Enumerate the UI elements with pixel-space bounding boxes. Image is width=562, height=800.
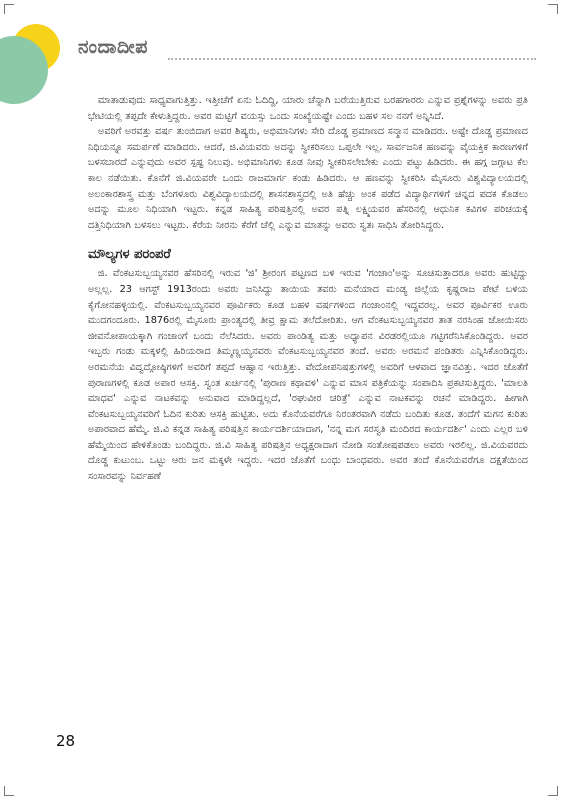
page-number: 28 xyxy=(56,732,76,750)
crop-mark-top-right xyxy=(548,4,558,14)
section-heading: ಮೌಲ್ಯಗಳ ಪರಂಪರೆ xyxy=(88,247,171,263)
paragraph: ಅವರಿಗೆ ಅರವತ್ತು ವರ್ಷ ತುಂಬಿದಾಗ ಅವರ ಶಿಷ್ಯರು, ಅಭಿಮಾನಿಗಳು ಸೇರಿ ದೊಡ್ಡ ಪ್ರಮಾಣದ ಸನ್ಮಾನ ಮಾಡಿದರು. ಅಷ್ಟೇ ದೊಡ್ಡ ಪ್ರಮಾಣದ ನಿಧಿಯನ್ನೂ ಸಮರ್ಪಣೆ ಮಾಡಿದರು. ಆದರೆ, ಜಿ.ವಿಯವರು ಅದನ್ನು ಸ್ವೀಕರಿಸಲು ಒಪ್ಪಲೇ ಇಲ್ಲ. ಸಾರ್ವಜನಿಕ ಹಣವನ್ನು ವೈಯಕ್ತಿಕ ಕಾರಣಗಳಿಗೆ ಬಳಸಬಾರದೆ ಎನ್ನುವುದು ಅವರ ಸ್ಪಷ್ಟ ನಿಲುವು. ಅಭಿಮಾನಿಗಳು ಕೂಡ ನೀವು ಸ್ವೀಕರಿಸಲೇಬೇಕು ಎಂದು ಪಟ್ಟು ಹಿಡಿದರು. ಈ ಹಗ್ಗ ಜಗ್ಗಾಟ ಕೆಲ ಕಾಲ ನಡೆಯಿತು. ಕೊನೆಗೆ ಜಿ.ವಿಯವರೇ ಒಂದು ರಾಜಮಾರ್ಗ ಕಂಡು ಹಿಡಿದರು. ಆ ಹಣವನ್ನು ಸ್ವೀಕರಿಸಿ ಮೈಸೂರು ವಿಶ್ವವಿದ್ಯಾಲಯದಲ್ಲಿ ಅಲಂಕಾರಶಾಸ್ತ್ರ ಮತ್ತು ಬೆಂಗಳೂರು ವಿಶ್ವವಿದ್ಯಾಲಯದಲ್ಲಿ ಶಾಸನಶಾಸ್ತ್ರದಲ್ಲಿ ಅತಿ ಹೆಚ್ಚು ಅಂಕ ಪಡೆದ ವಿದ್ಯಾರ್ಥಿಗಳಿಗೆ ಚಿನ್ನದ ಪದಕ ಕೊಡಲು ಅದನ್ನು ಮೂಲ ನಿಧಿಯಾಗಿ ಇಟ್ಟರು. ಕನ್ನಡ ಸಾಹಿತ್ಯ ಪರಿಷತ್ತಿನಲ್ಲಿ ಅವರ ಪತ್ನಿ ಲಕ್ಷ್ಮಿಯವರ ಹೆಸರಿನಲ್ಲಿ ಆಧುನಿಕ ಕವಿಗಳ ಪರಿಚಯಕ್ಕೆ ದತ್ತಿನಿಧಿಯಾಗಿ ಬಳಸಲು ಇಟ್ಟರು. ಕೆರೆಯ ನೀರನು ಕೆರೆಗೆ ಚೆಲ್ಲಿ ಎನ್ನುವ ಮಾತನ್ನು ಅವರು ಸ್ವತಃ ಸಾಧಿಸಿ ತೋರಿಸಿದ್ದರು. xyxy=(88,126,528,231)
decorative-circles xyxy=(0,0,80,110)
page-header-title: ನಂದಾದೀಪ xyxy=(78,36,148,58)
crop-mark-bottom-left xyxy=(4,786,14,796)
article-body xyxy=(88,93,528,485)
crop-mark-bottom-right xyxy=(548,786,558,796)
paragraph: ಜಿ. ವೆಂಕಟಸುಬ್ಬಯ್ಯನವರ ಹೆಸರಿನಲ್ಲಿ ಇರುವ 'ಜಿ' ಶ್ರೀರಂಗ ಪಟ್ಟಣದ ಬಳಿ ಇರುವ 'ಗಂಜಾಂ'ಅನ್ನು ಸೂಚಿಸುತ್ತಾದರೂ ಅವರು ಹುಟ್ಟಿದ್ದು ಅಲ್ಲಲ್ಲ. 23 ಆಗಸ್ಟ್ 1913ರಂದು ಅವರು ಜನಿಸಿದ್ದು ತಾಯಿಯ ತವರು ಮನೆಯಾದ ಮಂಡ್ಯ ಜಿಲ್ಲೆಯ ಕೃಷ್ಣರಾಜ ಪೇಟೆ ಬಳಿಯ ಕೈಗೋನಹಳ್ಳಿಯಲ್ಲಿ. ವೆಂಕಟಸುಬ್ಬಯ್ಯನವರ ಪೂರ್ವಿಕರು ಕೂಡ ಬಹಳ ವರ್ಷಗಳಿಂದ ಗಂಜಾಂನಲ್ಲಿ ಇದ್ದವರಲ್ಲ. ಅವರ ಪೂರ್ವಿಕರ ಊರು ಮುದಗಂದೂರು. 1876ರಲ್ಲಿ ಮೈಸೂರು ಪ್ರಾಂತ್ಯದಲ್ಲಿ ತೀವ್ರ ಕ್ಷಾಮ ತಲೆದೋರಿತು. ಆಗ ವೆಂಕಟಸುಬ್ಬಯ್ಯನವರ ತಾತ ನರಸಿಂಹ ಜೋಯಿಸರು ಜೀವನೋಪಾಯಕ್ಕಾಗಿ ಗಂಜಾಂಗೆ ಬಂದು ನೆಲೆಸಿದರು. ಅವರು ಪಾಂಡಿತ್ಯ ಮತ್ತು ಅಧ್ಯಾಪನ ವಿರಡರಲ್ಲಿಯೂ ಗಟ್ಟಿಗರೆನಿಸಿಕೊಂಡಿದ್ದರು. ಅವರ ಇಬ್ಬರು ಗಂಡು ಮಕ್ಕಳಲ್ಲಿ ಹಿರಿಯರಾದ ತಿಮ್ಮಣ್ಣಯ್ಯನವರು ವೆಂಕಟಸುಬ್ಬಯ್ಯನವರ ತಂದೆ. ಅವರು ಅರಮನೆ ಪಂಡಿತರು ಎನ್ನಿಸಿಕೊಂಡಿದ್ದರು. ಅರಮನೆಯ ವಿದ್ವದ್ಗೋಷ್ಠಿಗಳಿಗೆ ಅವರಿಗೆ ತಪ್ಪದೆ ಆಹ್ವಾನ ಇರುತ್ತಿತ್ತು. ವೇದೋಪನಿಷತ್ತುಗಳಲ್ಲಿ ಅವರಿಗೆ ಆಳವಾದ ಜ್ಞಾನವಿತ್ತು. ಇದರ ಜೊತೆಗೆ ಪುರಾಣಗಳಲ್ಲಿ ಕೂಡ ಅಪಾರ ಆಸಕ್ತಿ. ಸ್ವಂತ ಖರ್ಚಿನಲ್ಲಿ 'ಪುರಾಣ ಕಥಾವಳಿ' ಎನ್ನುವ ಮಾಸ ಪತ್ರಿಕೆಯನ್ನು ಸಂಪಾದಿಸಿ ಪ್ರಕಟಿಸುತ್ತಿದ್ದರು. 'ಮಾಲತಿ ಮಾಧವ' ಎನ್ನುವ ನಾಟಕವನ್ನು ಅನುವಾದ ಮಾಡಿದ್ದಲ್ಲದೆ, 'ರಘುವೀರ ಚರಿತ್ರೆ' ಎನ್ನುವ ನಾಟಕವನ್ನು ರಚನೆ ಮಾಡಿದ್ದರು. ಹೀಗಾಗಿ ವೆಂಕಟಸುಬ್ಬಯ್ಯನವರಿಗೆ ಓದಿನ ಕುರಿತು ಆಸಕ್ತಿ ಹುಟ್ಟಿತು. ಅದು ಕೊನೆಯವರೆಗೂ ನಿರಂತರವಾಗಿ ನಡೆದು ಬಂದಿತು ಕೂಡ. ತಂದೆಗೆ ಮಗನ ಕುರಿತು ಅಪಾರವಾದ ಹೆಮ್ಮೆ. ಜಿ.ವಿ ಕನ್ನಡ ಸಾಹಿತ್ಯ ಪರಿಷತ್ತಿನ ಕಾರ್ಯದರ್ಶಿಯಾದಾಗ, 'ನನ್ನ ಮಗ ಸರಸ್ವತಿ ಮಂದಿರದ ಕಾರ್ಯದರ್ಶಿ' ಎಂದು ಎಲ್ಲರ ಬಳಿ ಹೆಮ್ಮೆಯಿಂದ ಹೇಳಿಕೊಂಡು ಬಂದಿದ್ದರು. ಜಿ.ವಿ ಸಾಹಿತ್ಯ ಪರಿಷತ್ತಿನ ಅಧ್ಯಕ್ಷರಾದಾಗ ನೋಡಿ ಸಂತೋಷಪಡಲು ಅವರು ಇರಲಿಲ್ಲ. ಜಿ.ವಿಯವರದು ದೊಡ್ಡ ಕುಟುಂಬ. ಒಟ್ಟು ಆರು ಜನ ಮಕ್ಕಳೇ ಇದ್ದರು. ಇದರ ಜೊತೆಗೆ ಬಂಧು ಬಾಂಧವರು. ಅವರ ತಂದೆ ಕೊನೆಯವರೆಗೂ ದಕ್ಷತೆಯಿಂದ ಸಂಸಾರವನ್ನು ನಿರ್ವಹಣೆ xyxy=(88,268,528,483)
header-dotted-rule xyxy=(168,58,536,60)
paragraph: ಮಾತಾಡುವುದು ಸಾಧ್ಯವಾಗುತ್ತಿತ್ತು. ಇತ್ತೀಚೆಗೆ ಏನು ಓದಿದ್ದಿ, ಯಾರು ಚೆನ್ನಾಗಿ ಬರೆಯುತ್ತಿರುವ ಬರಹಗಾರರು ಎನ್ನುವ ಪ್ರಶ್ನೆಗಳನ್ನು ಅವರು ಪ್ರತಿ ಭೇಟಿಯಲ್ಲಿ ತಪ್ಪದೇ ಕೇಳುತ್ತಿದ್ದರು. ಅವರ ಮಟ್ಟಿಗೆ ವಯಸ್ಸು ಒಂದು ಸಂಖ್ಯೆಯಷ್ಟೇ ಎಂದು ಬಹಳ ಸಲ ನನಗೆ ಅನ್ನಿಸಿದೆ. xyxy=(88,95,528,122)
